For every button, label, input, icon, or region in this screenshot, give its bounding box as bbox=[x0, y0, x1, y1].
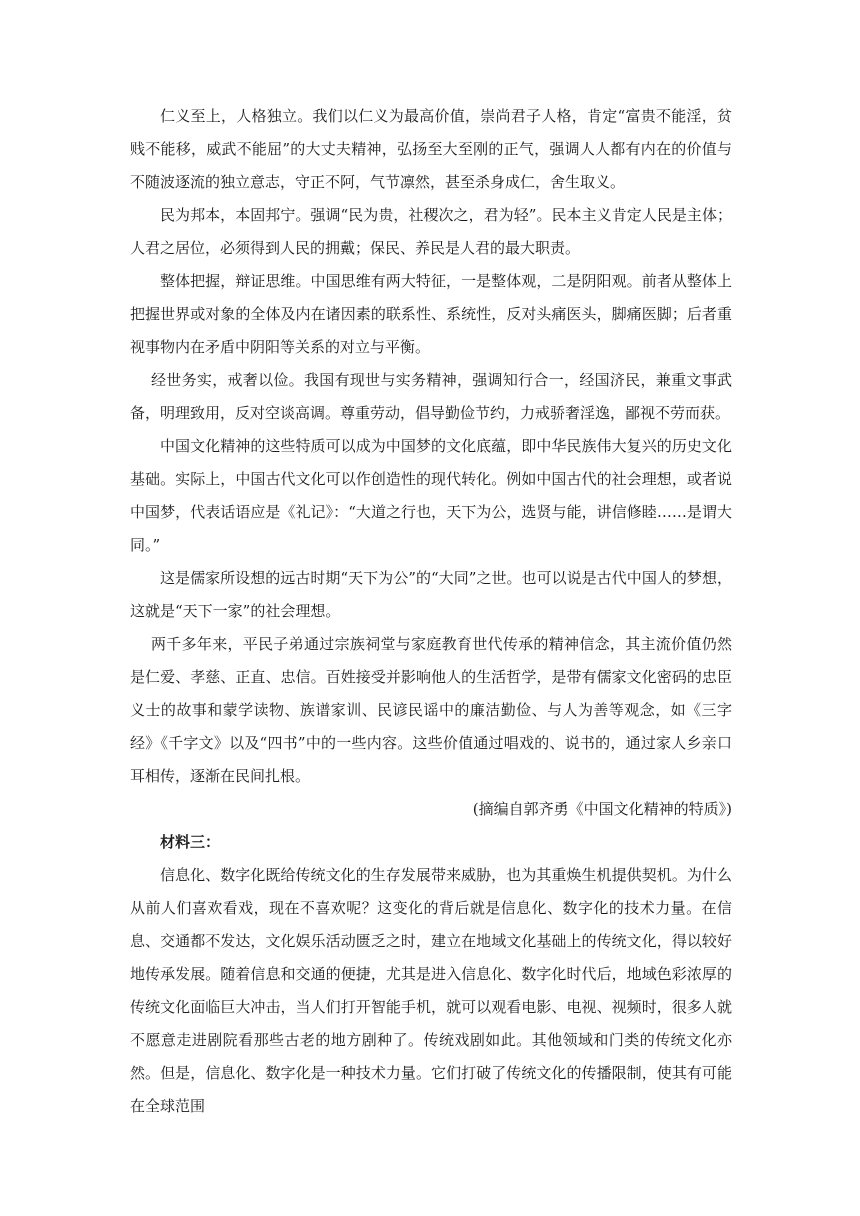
document-page bbox=[130, 100, 732, 1123]
paragraph-people-foundation: 民为邦本，本固邦宁。强调“民为贵，社稷次之，君为轻”。民本主义肯定人民是主体；人君之居位，必须得到人民的拥戴；保民、养民是人君的最大职责。 bbox=[130, 206, 732, 257]
source-citation: (摘编自郭齐勇《中国文化精神的特质》) bbox=[472, 800, 732, 818]
paragraph-pragmatism: 经世务实，戒奢以俭。我国有现世与实务精神，强调知行合一，经国济民，兼重文事武备，明理致用，反对空谈高调。尊重劳动，倡导勤俭节约，力戒骄奢淫逸，鄙视不劳而获。 bbox=[130, 371, 732, 422]
paragraph-folk-values: 两千多年来，平民子弟通过宗族祠堂与家庭教育世代传承的精神信念，其主流价值仍然是仁爱、孝慈、正直、忠信。百姓接受并影响他人的生活哲学，是带有儒家文化密码的忠臣义士的故事和蒙学读物、族谱家训、民谚民谣中的廉洁勤俭、与人为善等观念，如《三字经》《千字文》以及“四书”中的一些内容。这些价值通过唱戏的、说书的，通过家人乡亲口耳相传，逐渐在民间扎根。 bbox=[130, 635, 732, 785]
paragraph-digitalization: 信息化、数字化既给传统文化的生存发展带来威胁，也为其重焕生机提供契机。为什么从前人们喜欢看戏，现在不喜欢呢？这变化的背后就是信息化、数字化的技术力量。在信息、交通都不发达，文化娱乐活动匮乏之时，建立在地域文化基础上的传统文化，得以较好地传承发展。随着信息和交通的便捷，尤其是进入信息化、数字化时代后，地域色彩浓厚的传统文化面临巨大冲击，当人们打开智能手机，就可以观看电影、电视、视频时，很多人就不愿意走进剧院看那些古老的地方剧种了。传统戏剧如此。其他领域和门类的传统文化亦然。但是，信息化、数字化是一种技术力量。它们打破了传统文化的传播限制，使其有可能在全球范围 bbox=[130, 866, 732, 1115]
paragraph-holistic-thinking: 整体把握，辩证思维。中国思维有两大特征，一是整体观，二是阴阳观。前者从整体上把握世界或对象的全体及内在诸因素的联系性、系统性，反对头痛医头，脚痛医脚；后者重视事物内在矛盾中阴阳等关系的对立与平衡。 bbox=[130, 272, 732, 356]
paragraph-great-harmony: 这是儒家所设想的远古时期“天下为公”的“大同”之世。也可以说是古代中国人的梦想，这就是“天下一家”的社会理想。 bbox=[130, 569, 732, 620]
material-three-heading: 材料三： bbox=[160, 833, 221, 851]
paragraph-benevolence: 仁义至上，人格独立。我们以仁义为最高价值，崇尚君子人格，肯定“富贵不能淫，贫贱不能移，威武不能屈”的大丈夫精神，弘扬至大至刚的正气，强调人人都有内在的价值与不随波逐流的独立意志，守正不阿，气节凛然，甚至杀身成仁，舍生取义。 bbox=[130, 107, 732, 191]
paragraph-chinese-dream: 中国文化精神的这些特质可以成为中国梦的文化底蕴，即中华民族伟大复兴的历史文化基础。实际上，中国古代文化可以作创造性的现代转化。例如中国古代的社会理想，或者说中国梦，代表话语应是《礼记》：“大道之行也，天下为公，选贤与能，讲信修睦……是谓大同。” bbox=[130, 437, 732, 554]
